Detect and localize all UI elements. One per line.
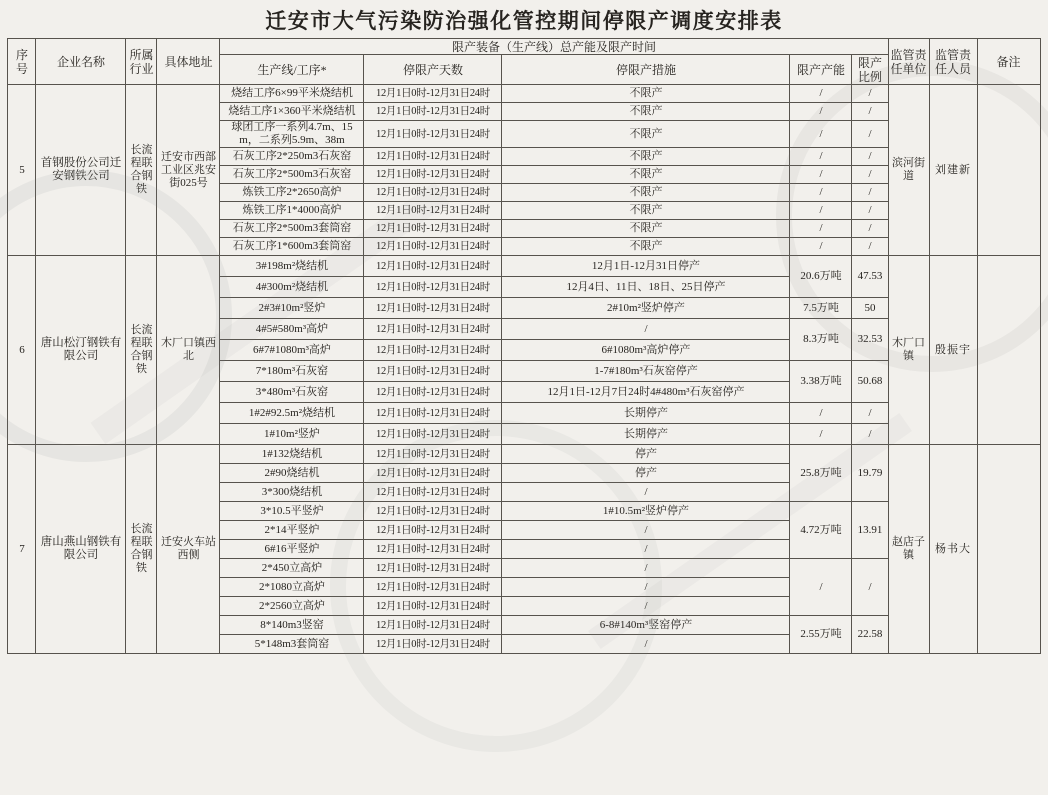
cell-person: 刘建新	[929, 85, 977, 256]
cell-ratio: /	[852, 403, 888, 424]
cell-capacity: /	[790, 184, 852, 202]
cell-days: 12月1日0时-12月31日24时	[364, 424, 502, 445]
cell-days: 12月1日0时-12月31日24时	[364, 340, 502, 361]
cell-remark	[977, 85, 1040, 256]
cell-measure: /	[502, 578, 790, 597]
cell-days: 12月1日0时-12月31日24时	[364, 616, 502, 635]
cell-capacity: /	[790, 403, 852, 424]
cell-days: 12月1日0时-12月31日24时	[364, 184, 502, 202]
cell-days: 12月1日0时-12月31日24时	[364, 578, 502, 597]
cell-seq: 7	[8, 445, 36, 654]
header-group: 限产装备（生产线）总产能及限产时间	[220, 39, 888, 55]
cell-ratio: 32.53	[852, 319, 888, 361]
cell-capacity: /	[790, 85, 852, 103]
cell-ratio: 47.53	[852, 256, 888, 298]
cell-line: 6#7#1080m³高炉	[220, 340, 364, 361]
cell-line: 2*2560立高炉	[220, 597, 364, 616]
cell-ratio: /	[852, 103, 888, 121]
cell-ratio: /	[852, 424, 888, 445]
cell-measure: 不限产	[502, 238, 790, 256]
cell-address: 木厂口镇西北	[157, 256, 220, 445]
cell-capacity: /	[790, 103, 852, 121]
schedule-table	[7, 38, 1040, 654]
cell-line: 球团工序一系列4.7m、15m，二系列5.9m、38m	[220, 121, 364, 148]
cell-measure: /	[502, 521, 790, 540]
cell-days: 12月1日0时-12月31日24时	[364, 382, 502, 403]
cell-measure: 不限产	[502, 121, 790, 148]
cell-days: 12月1日0时-12月31日24时	[364, 483, 502, 502]
cell-days: 12月1日0时-12月31日24时	[364, 277, 502, 298]
cell-line: 4#300m²烧结机	[220, 277, 364, 298]
cell-line: 石灰工序2*500m3石灰窑	[220, 166, 364, 184]
table-body	[8, 85, 1040, 654]
cell-line: 2#90烧结机	[220, 464, 364, 483]
cell-measure: /	[502, 319, 790, 340]
cell-line: 3*300烧结机	[220, 483, 364, 502]
cell-ratio: /	[852, 166, 888, 184]
cell-measure: 停产	[502, 464, 790, 483]
cell-days: 12月1日0时-12月31日24时	[364, 319, 502, 340]
cell-ratio: 50	[852, 298, 888, 319]
cell-unit: 滨河街道	[888, 85, 929, 256]
cell-days: 12月1日0时-12月31日24时	[364, 256, 502, 277]
cell-capacity: /	[790, 121, 852, 148]
header-days: 停限产天数	[364, 55, 502, 85]
header-seq: 序号	[8, 39, 36, 85]
cell-remark	[977, 256, 1040, 445]
cell-measure: 不限产	[502, 166, 790, 184]
cell-measure: 长期停产	[502, 403, 790, 424]
table-row	[8, 445, 1040, 464]
cell-address: 迁安市西部工业区兆安街025号	[157, 85, 220, 256]
cell-days: 12月1日0时-12月31日24时	[364, 85, 502, 103]
cell-capacity: /	[790, 238, 852, 256]
cell-ratio: 50.68	[852, 361, 888, 403]
cell-industry: 长流程联合钢铁	[126, 445, 157, 654]
cell-measure: 不限产	[502, 103, 790, 121]
table-header	[8, 39, 1040, 85]
cell-days: 12月1日0时-12月31日24时	[364, 298, 502, 319]
cell-line: 2*14平竖炉	[220, 521, 364, 540]
table-row	[8, 85, 1040, 103]
header-measure: 停限产措施	[502, 55, 790, 85]
table-row	[8, 256, 1040, 277]
header-unit: 监管责任单位	[888, 39, 929, 85]
cell-days: 12月1日0时-12月31日24时	[364, 166, 502, 184]
cell-days: 12月1日0时-12月31日24时	[364, 220, 502, 238]
cell-ratio: /	[852, 220, 888, 238]
cell-measure: 不限产	[502, 202, 790, 220]
cell-company: 首钢股份公司迁安钢铁公司	[36, 85, 126, 256]
cell-industry: 长流程联合钢铁	[126, 256, 157, 445]
cell-capacity: 2.55万吨	[790, 616, 852, 654]
cell-measure: 1-7#180m³石灰窑停产	[502, 361, 790, 382]
cell-remark	[977, 445, 1040, 654]
cell-days: 12月1日0时-12月31日24时	[364, 445, 502, 464]
cell-seq: 6	[8, 256, 36, 445]
cell-days: 12月1日0时-12月31日24时	[364, 635, 502, 654]
cell-line: 4#5#580m³高炉	[220, 319, 364, 340]
cell-days: 12月1日0时-12月31日24时	[364, 502, 502, 521]
cell-ratio: /	[852, 85, 888, 103]
header-company: 企业名称	[36, 39, 126, 85]
cell-days: 12月1日0时-12月31日24时	[364, 403, 502, 424]
cell-days: 12月1日0时-12月31日24时	[364, 361, 502, 382]
cell-unit: 木厂口镇	[888, 256, 929, 445]
cell-ratio: /	[852, 238, 888, 256]
cell-line: 炼铁工序2*2650高炉	[220, 184, 364, 202]
cell-line: 1#10m²竖炉	[220, 424, 364, 445]
page-title: 迁安市大气污染防治强化管控期间停限产调度安排表	[265, 9, 783, 33]
cell-line: 炼铁工序1*4000高炉	[220, 202, 364, 220]
cell-line: 5*148m3套筒窑	[220, 635, 364, 654]
cell-unit: 赵店子镇	[888, 445, 929, 654]
cell-line: 3*10.5平竖炉	[220, 502, 364, 521]
header-row	[8, 39, 1040, 55]
cell-line: 2#3#10m²竖炉	[220, 298, 364, 319]
cell-days: 12月1日0时-12月31日24时	[364, 540, 502, 559]
cell-ratio: 22.58	[852, 616, 888, 654]
cell-capacity: 3.38万吨	[790, 361, 852, 403]
cell-ratio: /	[852, 559, 888, 616]
cell-capacity: /	[790, 166, 852, 184]
cell-line: 3*480m³石灰窑	[220, 382, 364, 403]
cell-address: 迁安火车站西侧	[157, 445, 220, 654]
cell-days: 12月1日0时-12月31日24时	[364, 121, 502, 148]
cell-days: 12月1日0时-12月31日24时	[364, 202, 502, 220]
cell-ratio: /	[852, 121, 888, 148]
cell-measure: 6-8#140m³竖窑停产	[502, 616, 790, 635]
cell-measure: /	[502, 540, 790, 559]
cell-days: 12月1日0时-12月31日24时	[364, 148, 502, 166]
cell-ratio: /	[852, 148, 888, 166]
cell-measure: 12月1日-12月31日停产	[502, 256, 790, 277]
header-remark: 备注	[977, 39, 1040, 85]
cell-line: 2*1080立高炉	[220, 578, 364, 597]
cell-measure: /	[502, 559, 790, 578]
cell-days: 12月1日0时-12月31日24时	[364, 559, 502, 578]
header-ratio: 限产比例	[852, 55, 888, 85]
cell-person: 杨书大	[929, 445, 977, 654]
cell-company: 唐山燕山钢铁有限公司	[36, 445, 126, 654]
cell-line: 烧结工序1×360平米烧结机	[220, 103, 364, 121]
cell-measure: 不限产	[502, 148, 790, 166]
cell-measure: 不限产	[502, 85, 790, 103]
cell-capacity: 20.6万吨	[790, 256, 852, 298]
header-line: 生产线/工序*	[220, 55, 364, 85]
cell-line: 6#16平竖炉	[220, 540, 364, 559]
header-capacity: 限产产能	[790, 55, 852, 85]
cell-days: 12月1日0时-12月31日24时	[364, 238, 502, 256]
cell-measure: 停产	[502, 445, 790, 464]
header-industry: 所属行业	[126, 39, 157, 85]
cell-line: 1#132烧结机	[220, 445, 364, 464]
cell-capacity: 4.72万吨	[790, 502, 852, 559]
cell-capacity: 7.5万吨	[790, 298, 852, 319]
header-address: 具体地址	[157, 39, 220, 85]
cell-measure: /	[502, 635, 790, 654]
cell-line: 石灰工序2*500m3套筒窑	[220, 220, 364, 238]
cell-line: 3#198m²烧结机	[220, 256, 364, 277]
cell-ratio: 13.91	[852, 502, 888, 559]
cell-days: 12月1日0时-12月31日24时	[364, 597, 502, 616]
cell-measure: 12月4日、11日、18日、25日停产	[502, 277, 790, 298]
cell-ratio: 19.79	[852, 445, 888, 502]
cell-days: 12月1日0时-12月31日24时	[364, 103, 502, 121]
cell-person: 殷振宇	[929, 256, 977, 445]
cell-measure: 不限产	[502, 220, 790, 238]
cell-capacity: /	[790, 220, 852, 238]
cell-measure: /	[502, 483, 790, 502]
cell-seq: 5	[8, 85, 36, 256]
cell-line: 8*140m3竖窑	[220, 616, 364, 635]
cell-line: 石灰工序1*600m3套筒窑	[220, 238, 364, 256]
cell-line: 石灰工序2*250m3石灰窑	[220, 148, 364, 166]
cell-company: 唐山松汀钢铁有限公司	[36, 256, 126, 445]
cell-days: 12月1日0时-12月31日24时	[364, 521, 502, 540]
cell-capacity: /	[790, 202, 852, 220]
cell-line: 2*450立高炉	[220, 559, 364, 578]
cell-measure: 长期停产	[502, 424, 790, 445]
cell-ratio: /	[852, 184, 888, 202]
cell-capacity: /	[790, 148, 852, 166]
cell-line: 烧结工序6×99平米烧结机	[220, 85, 364, 103]
cell-industry: 长流程联合钢铁	[126, 85, 157, 256]
cell-capacity: /	[790, 424, 852, 445]
cell-measure: 不限产	[502, 184, 790, 202]
cell-capacity: 25.8万吨	[790, 445, 852, 502]
cell-measure: 1#10.5m²竖炉停产	[502, 502, 790, 521]
cell-measure: 6#1080m³高炉停产	[502, 340, 790, 361]
cell-capacity: 8.3万吨	[790, 319, 852, 361]
cell-line: 1#2#92.5m²烧结机	[220, 403, 364, 424]
cell-ratio: /	[852, 202, 888, 220]
cell-measure: 2#10m²竖炉停产	[502, 298, 790, 319]
cell-measure: 12月1日-12月7日24时4#480m³石灰窑停产	[502, 382, 790, 403]
cell-days: 12月1日0时-12月31日24时	[364, 464, 502, 483]
cell-measure: /	[502, 597, 790, 616]
cell-line: 7*180m³石灰窑	[220, 361, 364, 382]
header-person: 监管责任人员	[929, 39, 977, 85]
cell-capacity: /	[790, 559, 852, 616]
